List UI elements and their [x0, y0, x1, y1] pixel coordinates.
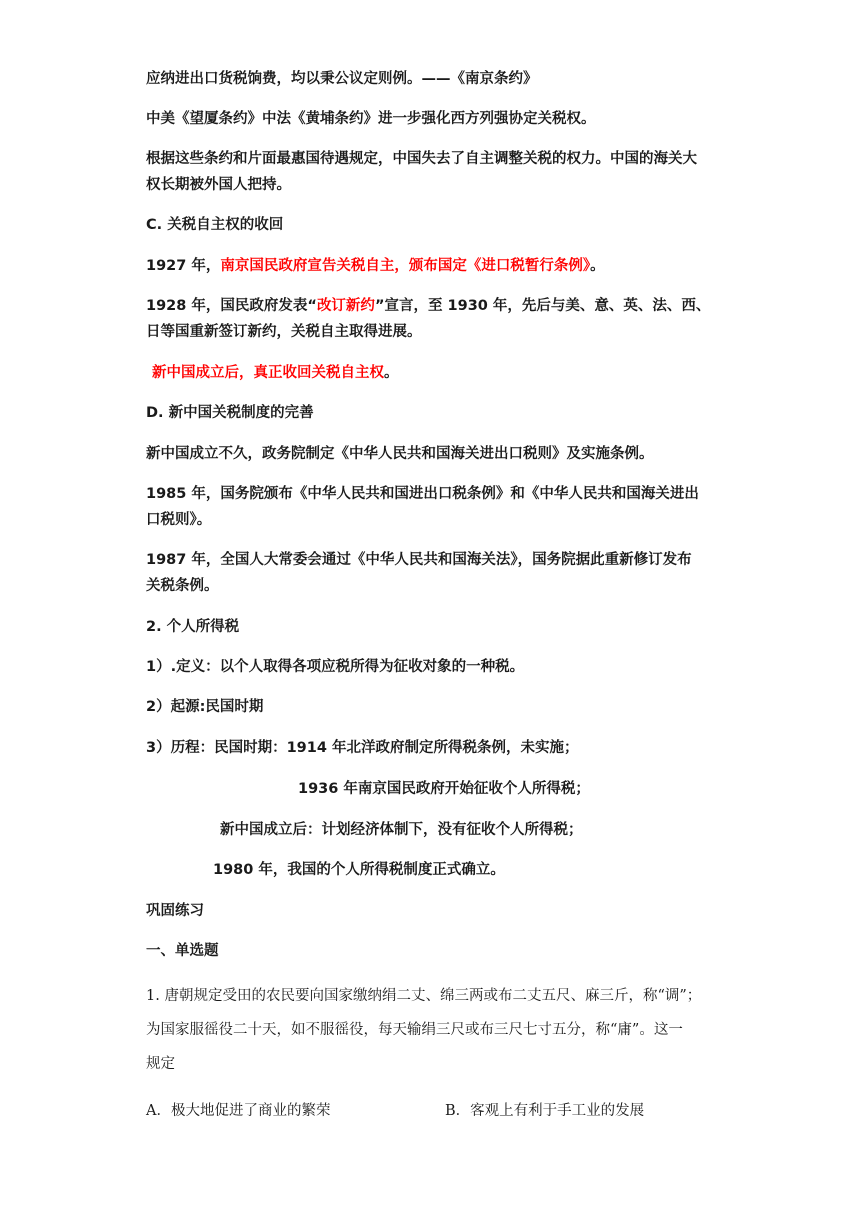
text-line: 1985 年，国务院颁布《中华人民共和国进出口税条例》和《中华人民共和国海关进出 [146, 486, 699, 502]
text-line: 关税条例。 [146, 578, 219, 594]
text-span: ”宣言，至 1930 年，先后与美、意、英、法、西、 [374, 298, 711, 314]
text-line: 权长期被外国人把持。 [146, 177, 291, 193]
text-span: 。 [590, 258, 605, 274]
text-line: 1936 年南京国民政府开始征收个人所得税； [298, 781, 590, 797]
section-heading: C. 关税自主权的收回 [146, 217, 284, 233]
question-text: 1. 唐朝规定受田的农民要向国家缴纳绢二丈、绵三两或布二丈五尺、麻三斤，称“调”； [146, 988, 702, 1004]
text-line: 根据这些条约和片面最惠国待遇规定，中国失去了自主调整关税的权力。中国的海关大 [146, 151, 697, 167]
text-line: 2）起源:民国时期 [146, 699, 264, 715]
text-line [146, 293, 726, 319]
text-line [152, 360, 732, 386]
option-a: A．极大地促进了商业的繁荣 [146, 1103, 331, 1119]
text-line: 应纳进出口货税饷费，均以秉公议定则例。——《南京条约》 [146, 71, 538, 87]
question-text: 为国家服徭役二十天，如不服徭役，每天输绢三尺或布三尺七寸五分，称“庸”。这一 [146, 1022, 683, 1038]
highlighted-text: 新中国成立后，真正收回关税自主权 [152, 365, 384, 381]
question-text: 规定 [146, 1056, 175, 1072]
text-span: 1928 年，国民政府发表“ [146, 298, 317, 314]
text-line: 新中国成立后：计划经济体制下，没有征收个人所得税； [220, 822, 583, 838]
section-heading: D. 新中国关税制度的完善 [146, 405, 314, 421]
text-line: 1）.定义：以个人取得各项应税所得为征收对象的一种税。 [146, 659, 525, 675]
text-line: 新中国成立不久，政务院制定《中华人民共和国海关进出口税则》及实施条例。 [146, 446, 654, 462]
text-line: 3）历程：民国时期：1914 年北洋政府制定所得税条例，未实施； [146, 740, 579, 756]
text-line: 口税则》。 [146, 512, 212, 528]
text-line: 中美《望厦条约》中法《黄埔条约》进一步强化西方列强协定关税权。 [146, 111, 596, 127]
text-span: 1927 年， [146, 258, 221, 274]
section-heading: 巩固练习 [146, 903, 204, 919]
highlighted-text: 南京国民政府宣告关税自主，颁布国定《进口税暂行条例》 [220, 258, 591, 274]
text-line [146, 253, 726, 279]
text-span: 。 [384, 365, 399, 381]
text-line: 1987 年，全国人大常委会通过《中华人民共和国海关法》，国务院据此重新修订发布 [146, 552, 692, 568]
section-heading: 一、单选题 [146, 943, 219, 959]
text-line: 1980 年，我国的个人所得税制度正式确立。 [213, 862, 505, 878]
text-line: 日等国重新签订新约，关税自主取得进展。 [146, 324, 422, 340]
highlighted-text: 改订新约 [316, 298, 375, 314]
section-heading: 2. 个人所得税 [146, 619, 240, 635]
option-b: B．客观上有利于手工业的发展 [445, 1103, 645, 1119]
